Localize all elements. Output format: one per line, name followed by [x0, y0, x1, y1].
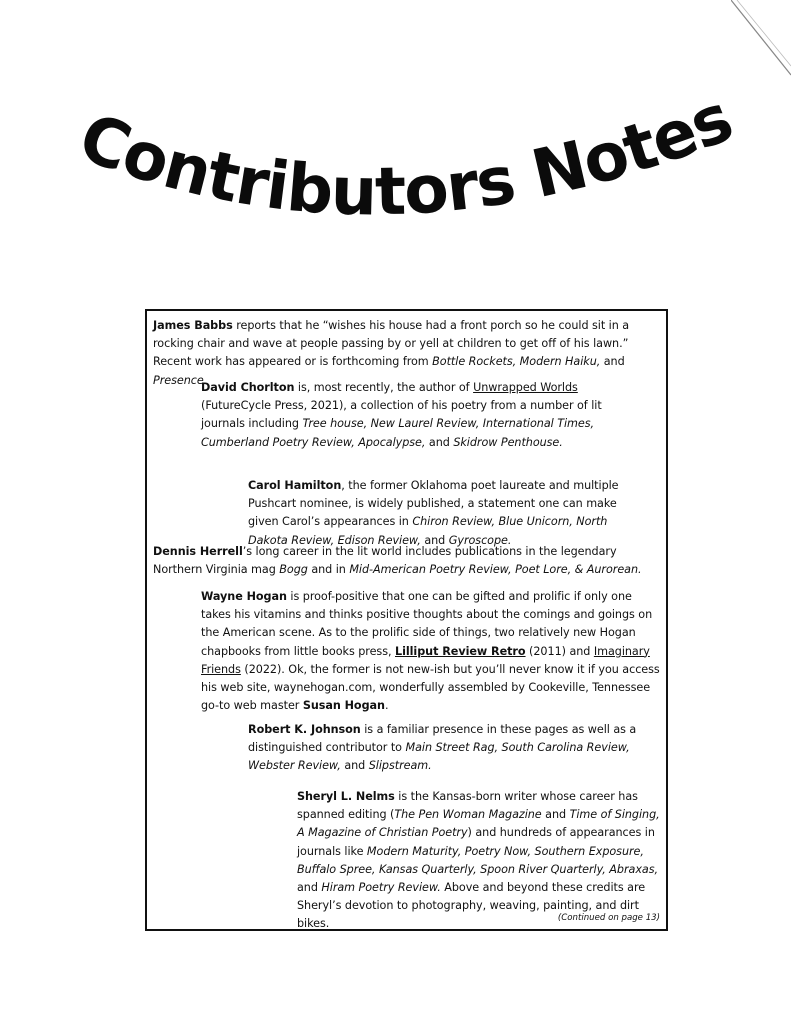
entry-text-segment: is the Kansas-born writer whose career has spanned editing ( [297, 790, 638, 822]
entry-text-segment: and [297, 881, 322, 895]
entry-text-segment: Skidrow Penthouse. [453, 435, 563, 449]
contributor-name: Robert K. Johnson [248, 723, 361, 736]
entry-text-segment: Chiron Review, Blue Unicorn, North Dakota Review, Edison Review, [248, 515, 608, 547]
entry-text-segment: Lilliput Review Retro [395, 644, 526, 658]
entry-text-segment: is proof-positive that one can be gifted and prolific if only one takes his vitamins and thinks positive thoughts about the comings and goings on the American scene. As to the prolific side of things, two relatively new Hogan chapbooks from little books press, [201, 590, 653, 658]
entry-david-chorlton [201, 379, 647, 452]
entry-text-segment: and [340, 759, 369, 773]
entry-text-segment: ’s long career in the lit world includes publications in the legendary Northern Virginia mag [153, 545, 617, 577]
entry-text-segment: Bottle Rockets, Modern Haiku, [432, 355, 601, 369]
entry-text-segment: Susan Hogan [302, 699, 385, 713]
entry-text-segment: Hiram Poetry Review. [321, 881, 441, 895]
entry-text-segment: and [541, 808, 570, 822]
entry-text-segment: Tree house, New Laurel Review, International Times, Cumberland Poetry Review, Apocalypse, [201, 417, 594, 449]
continued-note: (Continued on page 13) [557, 913, 660, 923]
page-corner-fold-mark [731, 0, 791, 90]
entry-text-segment: . [384, 699, 389, 713]
entry-dennis-herrell [153, 543, 658, 579]
contributor-name: David Chorlton [201, 381, 295, 394]
entry-text-segment: reports that he “wishes his house had a front porch so he could sit in a rocking chair and wave at people passing by or yell at children to get off of his lawn.” Recent work has appeared or is forthcoming from [153, 319, 630, 369]
entry-text-segment: The Pen Woman Magazine [394, 808, 542, 822]
entry-text-segment: and [425, 435, 454, 449]
entry-text-segment: (2022). Ok, the former is not new-ish but you’ll never know it if you access his web site, waynehogan.com, wonderfully assembled by Cookeville, Tennessee go-to web master [201, 662, 660, 713]
entry-text-segment: , the former Oklahoma poet laureate and multiple Pushcart nominee, is widely published, a statement one can make given Carol’s appearances in [248, 479, 619, 529]
entry-text-segment: Mid-American Poetry Review, Poet Lore, & Aurorean. [349, 563, 642, 577]
entry-text-segment: and [600, 355, 625, 369]
entry-text-segment: and [420, 533, 449, 547]
entry-text-segment: and in [307, 563, 350, 577]
contributor-name: James Babbs [153, 319, 233, 332]
title-banner [60, 100, 760, 270]
entry-text-segment: Main Street Rag, South Carolina Review, Webster Review, [248, 741, 630, 773]
entry-text-segment: Time of Singing, A Magazine of Christian Poetry [297, 808, 660, 840]
entry-text-segment: Bogg [279, 563, 308, 577]
arched-title-art [60, 100, 760, 270]
entry-text-segment: is a familiar presence in these pages as well as a distinguished contributor to [248, 723, 637, 755]
entry-text-segment: (2011) and [525, 644, 594, 658]
title-text: Contributors Notes [69, 100, 743, 231]
entry-text-segment: (FutureCycle Press, 2021), a collection of his poetry from a number of lit journals including [201, 399, 602, 431]
entry-text-segment: ) and hundreds of appearances in journals like [297, 826, 655, 858]
entry-text-segment: Gyroscope. [448, 533, 512, 547]
entry-text-segment: Imaginary Friends [201, 644, 650, 676]
contributor-name: Carol Hamilton [248, 479, 342, 492]
contributor-name: Wayne Hogan [201, 590, 287, 603]
entry-carol-hamilton [248, 477, 642, 550]
entry-text-segment: Slipstream. [368, 759, 432, 773]
entry-robert-k-johnson [248, 721, 652, 776]
entry-text-segment: Modern Maturity, Poetry Now, Southern Exposure, Buffalo Spree, Kansas Quarterly, Spoon River Quarterly, Abraxas, [297, 844, 658, 876]
entry-text-segment: Above and beyond these credits are Sheryl’s devotion to photography, weaving, painting, and dirt bikes. [297, 881, 646, 931]
entry-text-segment: is, most recently, the author of [294, 381, 474, 394]
contributor-name: Sheryl L. Nelms [297, 790, 395, 803]
contributor-name: Dennis Herrell [153, 545, 243, 558]
entry-sheryl-l-nelms [297, 788, 665, 934]
page-title [69, 100, 742, 231]
entry-text-segment: Unwrapped Worlds [473, 381, 578, 394]
entry-text-segment: Presence. [153, 373, 208, 387]
contributors-box [145, 309, 668, 931]
entry-wayne-hogan [201, 588, 661, 715]
